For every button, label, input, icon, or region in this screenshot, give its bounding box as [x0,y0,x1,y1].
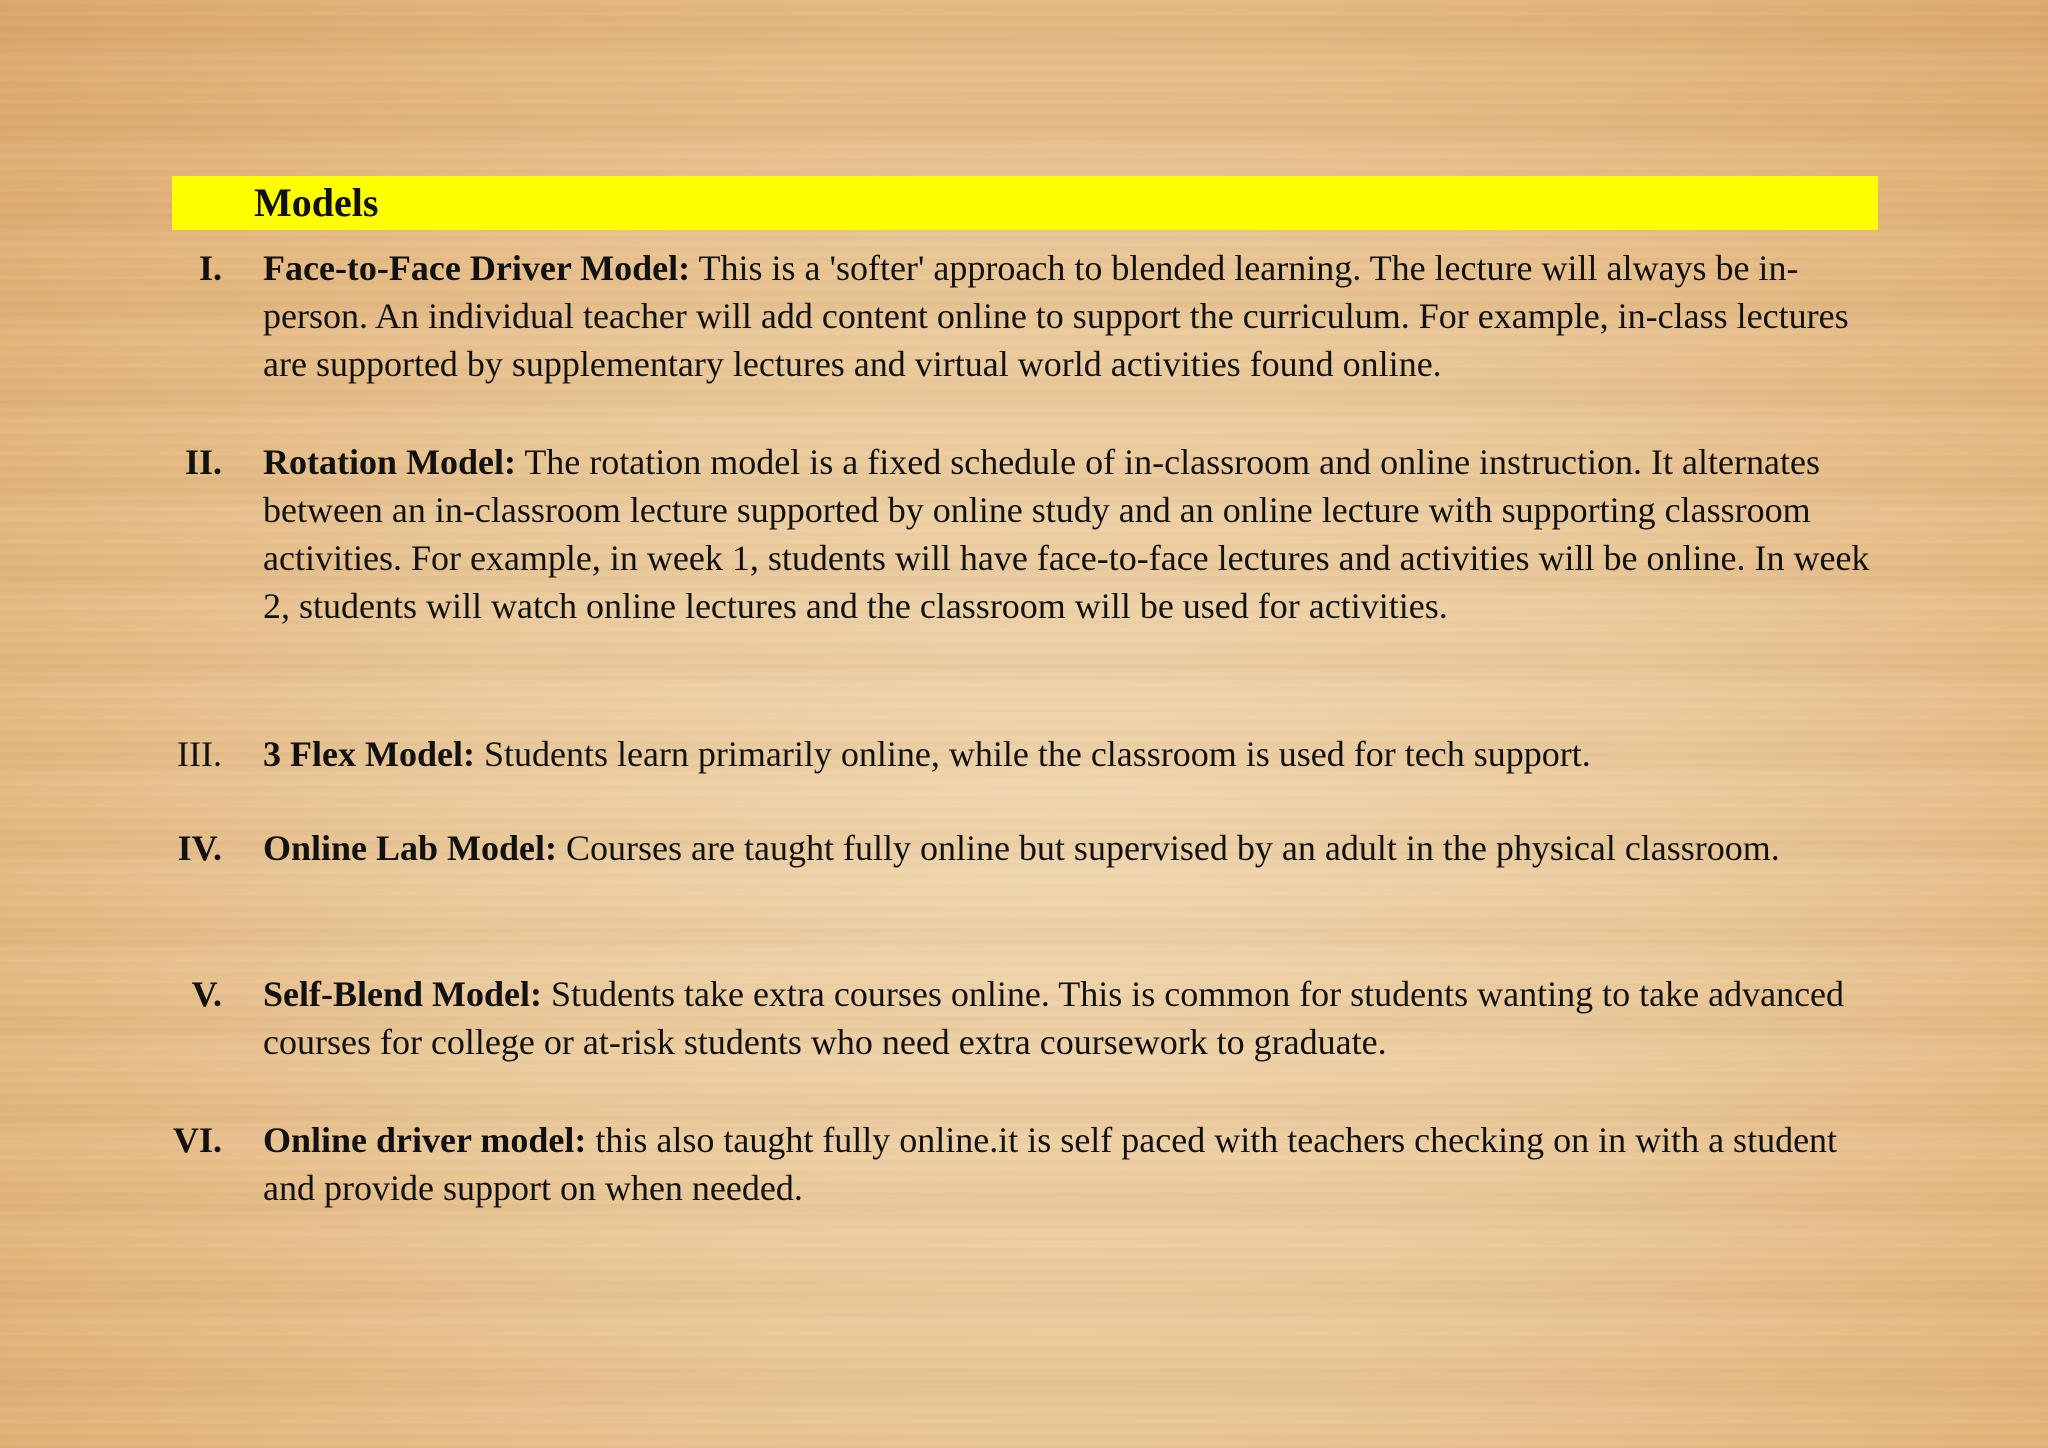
model-description: Students learn primarily online, while the classroom is used for tech support. [474,734,1591,774]
list-numeral: VI. [172,1120,222,1160]
list-item-content [263,730,1883,778]
model-label: Online Lab Model: [263,828,558,868]
list-item-content [263,824,1883,872]
list-item-content [263,970,1883,1066]
list-numeral: III. [177,734,222,774]
model-description: Courses are taught fully online but supervised by an adult in the physical classroom. [557,828,1780,868]
list-numeral: II. [184,442,222,482]
model-label: Rotation Model: [263,442,516,482]
model-description: this also taught fully online.it is self paced with teachers checking on in with a student and provide support on when needed. [263,1120,1838,1208]
list-item-content [263,244,1883,388]
model-label: Online driver model: [263,1120,587,1160]
model-label: Self-Blend Model: [263,974,542,1014]
page-title: Models [254,180,379,225]
list-numeral: V. [191,974,222,1014]
list-numeral: I. [198,248,222,288]
model-description: The rotation model is a fixed schedule of in-classroom and online instruction. It alternates between an in-classroom lecture supported by online study and an online lecture with supporting classroom activities. For example, in week 1, students will have face-to-face lectures and activities will be online. In week 2, students will watch online lectures and the classroom will be used for activities. [263,442,1870,626]
model-description: Students take extra courses online. This is common for students wanting to take advanced courses for college or at-risk students who need extra coursework to graduate. [263,974,1845,1062]
model-label: Face-to-Face Driver Model: [263,248,691,288]
model-description: This is a 'softer' approach to blended learning. The lecture will always be in-person. An individual teacher will add content online to support the curriculum. For example, in-class lectures are supported by supplementary lectures and virtual world activities found online. [263,248,1849,384]
list-numeral: IV. [177,828,222,868]
list-item-content [263,1116,1883,1212]
model-label: 3 Flex Model: [263,734,475,774]
list-item-content [263,438,1883,630]
